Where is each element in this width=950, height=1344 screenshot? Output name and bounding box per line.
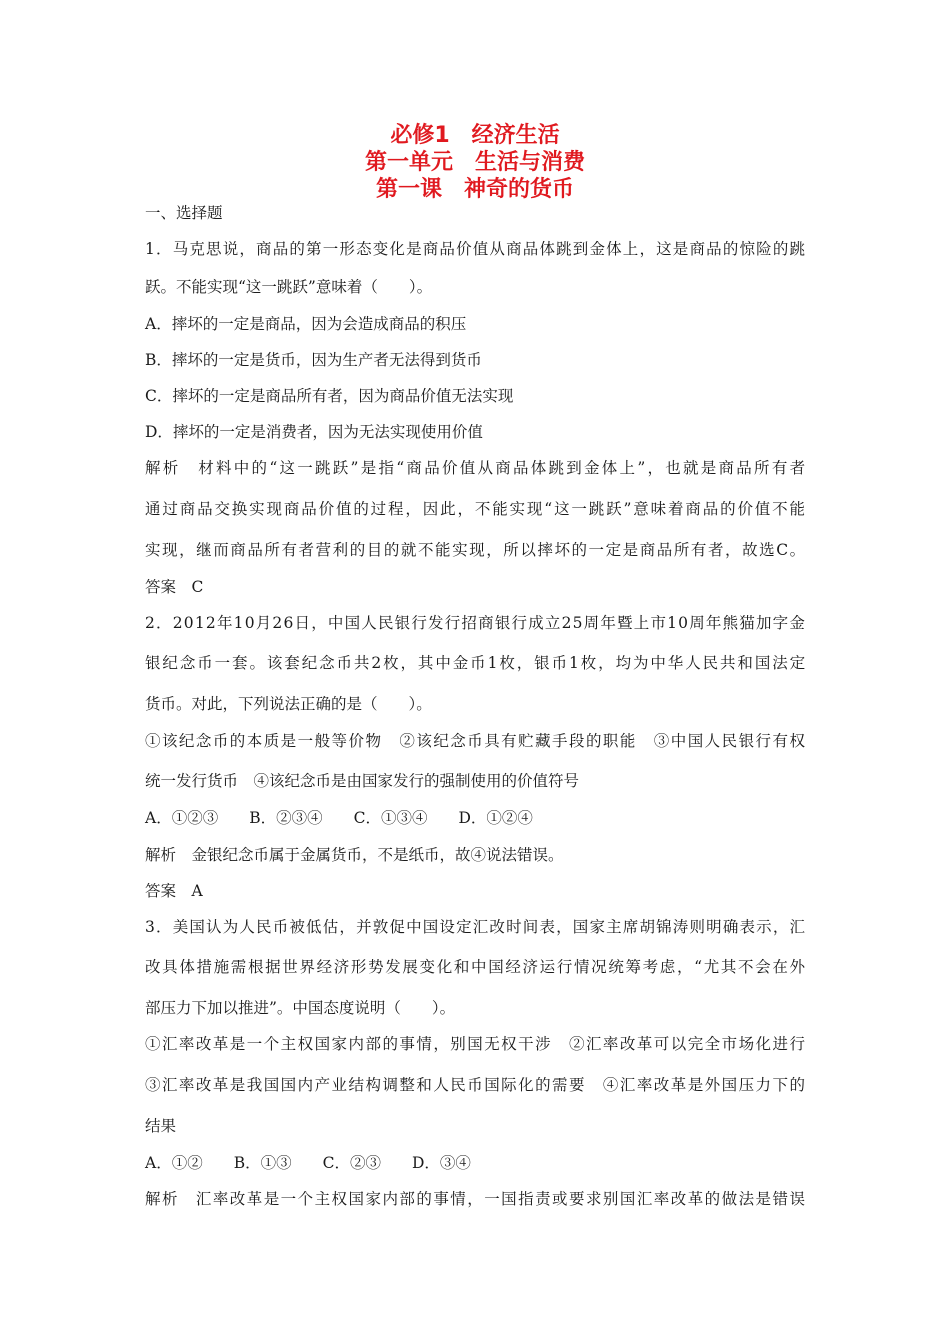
q3-stem-line-2: 改具体措施需根据世界经济形势发展变化和中国经济运行情况统筹考虑，“尤其不会在外 [145, 958, 807, 976]
q2-items-line-2: 统一发行货币 ④该纪念币是由国家发行的强制使用的价值符号 [145, 772, 580, 790]
q1-analysis-line-2: 通过商品交换实现商品价值的过程，因此，不能实现“这一跳跃”意味着商品的价值不能 [145, 500, 807, 518]
q2-stem-line-1: 2．2012年10月26日，中国人民银行发行招商银行成立25周年暨上市10周年熊猫加字金 [145, 614, 807, 632]
q1-option-b: B．摔坏的一定是货币，因为生产者无法得到货币 [145, 351, 482, 369]
title-line-3: 第一课 神奇的货币 [375, 177, 574, 202]
q2-options: A．①②③ B．②③④ C．①③④ D．①②④ [145, 809, 533, 827]
q3-stem-line-3: 部压力下加以推进”。中国态度说明（ ）。 [145, 999, 456, 1017]
document-title [0, 122, 950, 203]
q3-items-line-3: 结果 [145, 1117, 177, 1135]
q3-analysis-line-1: 解析 汇率改革是一个主权国家内部的事情，一国指责或要求别国汇率改革的做法是错误 [145, 1190, 807, 1208]
q3-options: A．①② B．①③ C．②③ D．③④ [145, 1154, 471, 1172]
q2-stem-line-2: 银纪念币一套。该套纪念币共2枚，其中金币1枚，银币1枚，均为中华人民共和国法定 [145, 654, 808, 672]
q1-option-a: A．摔坏的一定是商品，因为会造成商品的积压 [145, 315, 467, 333]
q1-analysis-line-3: 实现，继而商品所有者营利的目的就不能实现，所以摔坏的一定是商品所有者，故选C。 [145, 541, 807, 559]
q3-items-line-2: ③汇率改革是我国国内产业结构调整和人民币国际化的需要 ④汇率改革是外国压力下的 [145, 1076, 807, 1094]
q3-stem-line-1: 3．美国认为人民币被低估，并敦促中国设定汇改时间表，国家主席胡锦涛则明确表示，汇 [145, 918, 807, 936]
q1-analysis-line-1: 解析 材料中的“这一跳跃”是指“商品价值从商品体跳到金体上”，也就是商品所有者 [145, 459, 808, 477]
q1-option-d: D．摔坏的一定是消费者，因为无法实现使用价值 [145, 423, 483, 441]
q1-answer: 答案 C [145, 578, 204, 596]
section-heading: 一、选择题 [145, 204, 223, 222]
title-line-2: 第一单元 生活与消费 [364, 150, 585, 175]
q2-answer: 答案 A [145, 882, 203, 900]
q1-stem-line-2: 跃。不能实现“这一跳跃”意味着（ ）。 [145, 278, 433, 296]
q3-items-line-1: ①汇率改革是一个主权国家内部的事情，别国无权干涉 ②汇率改革可以完全市场化进行 [145, 1035, 807, 1053]
q1-stem-line-1: 1．马克思说，商品的第一形态变化是商品价值从商品体跳到金体上，这是商品的惊险的跳 [145, 240, 807, 258]
q2-stem-line-3: 货币。对此，下列说法正确的是（ ）。 [145, 695, 432, 713]
q1-option-c: C．摔坏的一定是商品所有者，因为商品价值无法实现 [145, 387, 514, 405]
title-line-1: 必修1 经济生活 [390, 123, 560, 148]
q2-items-line-1: ①该纪念币的本质是一般等价物 ②该纪念币具有贮藏手段的职能 ③中国人民银行有权 [145, 732, 807, 750]
q2-analysis-line-1: 解析 金银纪念币属于金属货币，不是纸币，故④说法错误。 [145, 846, 564, 864]
